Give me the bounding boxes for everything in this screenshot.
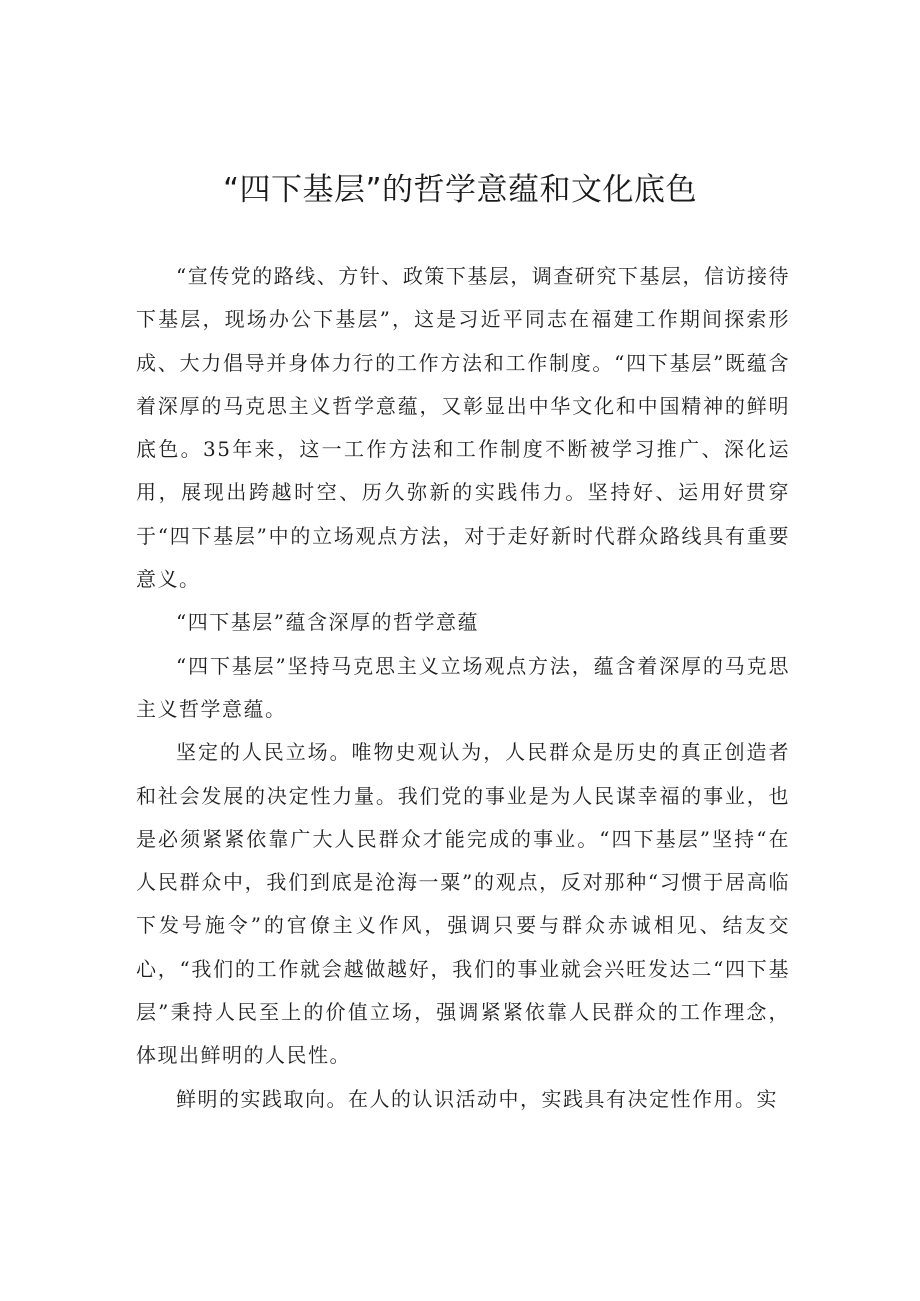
paragraph-people-stance: 坚定的人民立场。唯物史观认为，人民群众是历史的真正创造者和社会发展的决定性力量。我们党的事业是为人民谋幸福的事业，也是必须紧紧依靠广大人民群众才能完成的事业。“四下基层”坚持“在人民群众中，我们到底是沧海一粟”的观点，反对那种“习惯于居高临下发号施令”的官僚主义作风，强调只要与群众赤诚相见、结友交心，“我们的工作就会越做越好，我们的事业就会兴旺发达二“四下基层”秉持人民至上的价值立场，强调紧紧依靠人民群众的工作理念，体现出鲜明的人民性。	[136, 740, 790, 1068]
document-title: “四下基层”的哲学意蕴和文化底色	[222, 172, 698, 208]
section-heading: “四下基层”蕴含深厚的哲学意蕴	[176, 610, 479, 635]
paragraph-section-intro: “四下基层”坚持马克思主义立场观点方法，蕴含着深厚的马克思主义哲学意蕴。	[136, 653, 790, 721]
paragraph-practice-orientation: 鲜明的实践取向。在人的认识活动中，实践具有决定性作用。实	[176, 1086, 778, 1111]
document-body	[136, 255, 790, 1121]
paragraph-intro: “宣传党的路线、方针、政策下基层，调查研究下基层，信访接待下基层，现场办公下基层”，这是习近平同志在福建工作期间探索形成、大力倡导并身体力行的工作方法和工作制度。“四下基层”既蕴含着深厚的马克思主义哲学意蕴，又彰显出中华文化和中国精神的鲜明底色。35年来，这一工作方法和工作制度不断被学习推广、深化运用，展现出跨越时空、历久弥新的实践伟力。坚持好、运用好贯穿于“四下基层”中的立场观点方法，对于走好新时代群众路线具有重要意义。	[136, 264, 790, 592]
